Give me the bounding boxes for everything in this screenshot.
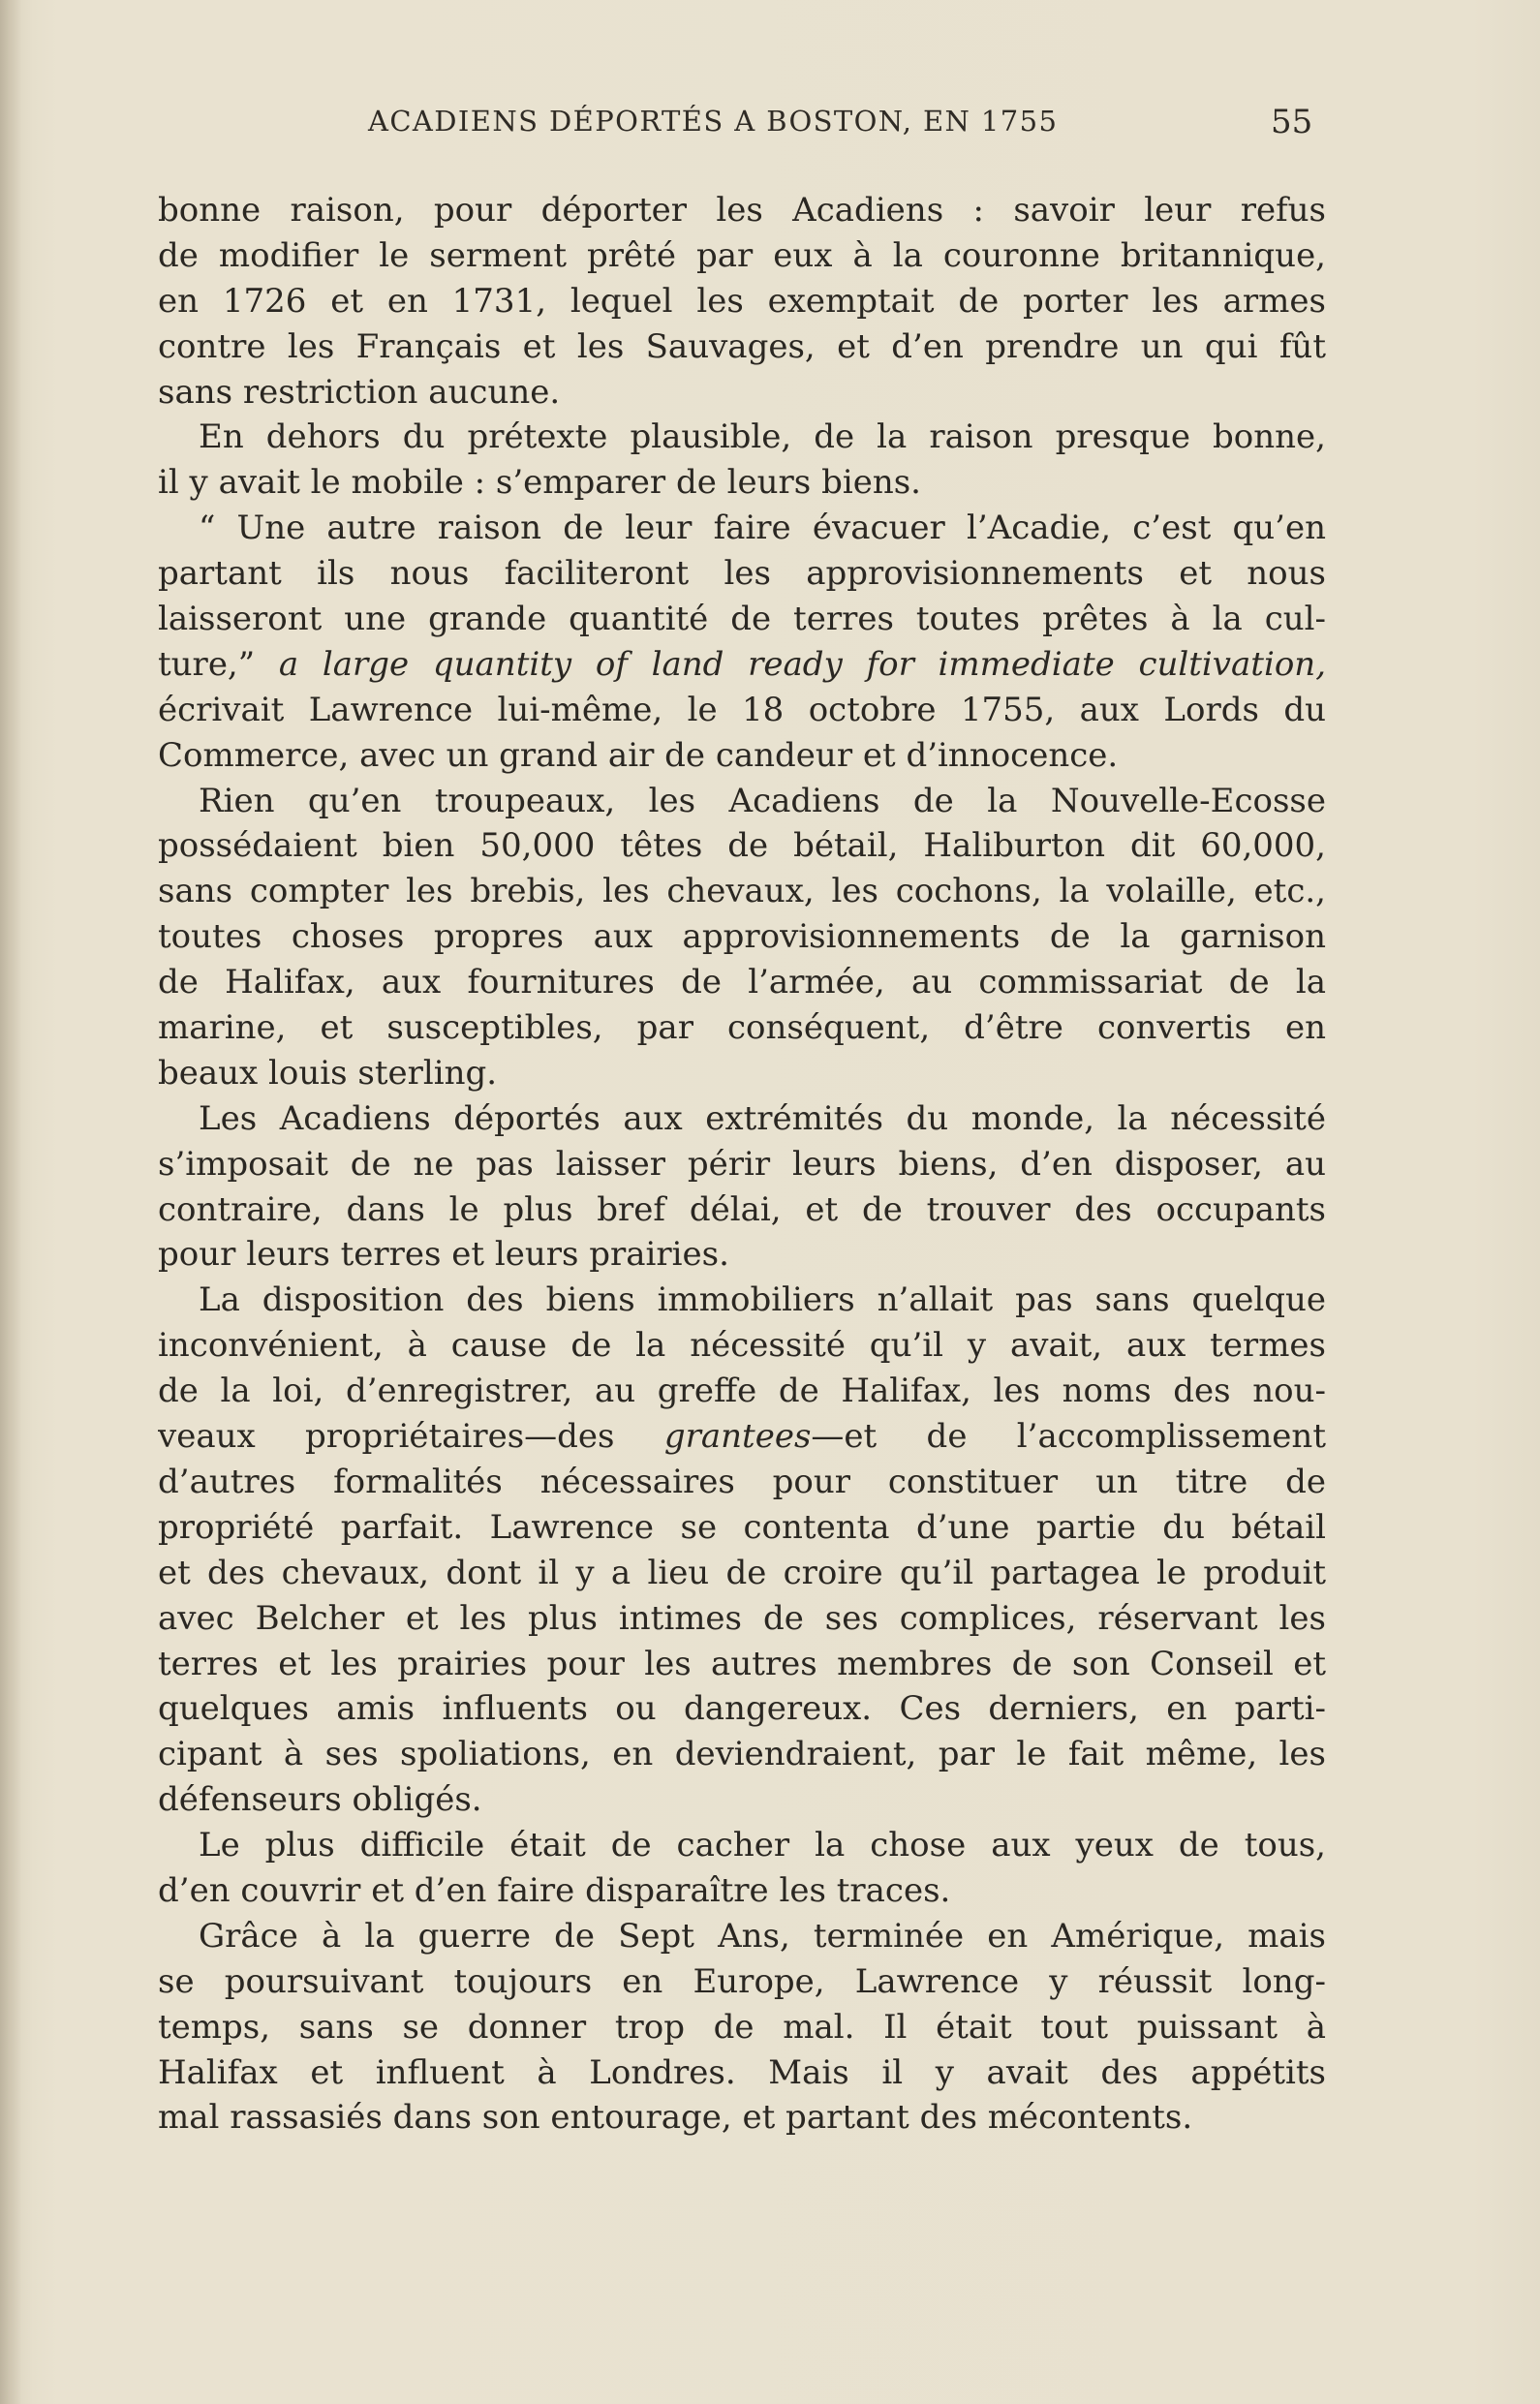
- text-line: Halifax et influent à Londres. Mais il y avait des appétits: [158, 2052, 1326, 2092]
- body-text: [158, 188, 1326, 2141]
- text-line: sans restriction aucune.: [158, 372, 561, 412]
- text-line: [158, 1414, 1326, 1460]
- text-line: et des chevaux, dont il y a lieu de croire qu’il partagea le produit: [158, 1553, 1326, 1592]
- italic-text: a large quantity of land ready for immediate cultivation,: [278, 644, 1326, 684]
- spine-shadow: [0, 0, 21, 2404]
- text-line: se poursuivant toujours en Europe, Lawrence y réussit long-: [158, 1961, 1326, 2001]
- text-line: En dehors du prétexte plausible, de la raison presque bonne,: [199, 417, 1326, 457]
- text-line: écrivait Lawrence lui-même, le 18 octobre 1755, aux Lords du: [158, 690, 1326, 729]
- text-line: toutes choses propres aux approvisionnements de la garnison: [158, 917, 1326, 957]
- text-line: Grâce à la guerre de Sept Ans, terminée en Amérique, mais: [199, 1916, 1326, 1956]
- text-line: Rien qu’en troupeaux, les Acadiens de la Nouvelle-Ecosse: [199, 781, 1326, 820]
- text-line: avec Belcher et les plus intimes de ses complices, réservant les: [158, 1598, 1326, 1638]
- text-line: bonne raison, pour déporter les Acadiens : savoir leur refus: [158, 191, 1326, 230]
- text-line: Commerce, avec un grand air de candeur et d’innocence.: [158, 735, 1119, 775]
- text-line: Les Acadiens déportés aux extrémités du monde, la nécessité: [199, 1098, 1326, 1138]
- text-line: [158, 642, 1326, 688]
- text-line: inconvénient, à cause de la nécessité qu’il y avait, aux termes: [158, 1326, 1326, 1366]
- text-line: contraire, dans le plus bref délai, et de trouver des occupants: [158, 1189, 1326, 1229]
- text-line: partant ils nous faciliteront les approvisionnements et nous: [158, 554, 1326, 594]
- text-line: sans compter les brebis, les chevaux, les cochons, la volaille, etc.,: [158, 872, 1326, 911]
- running-title: ACADIENS DÉPORTÉS A BOSTON, EN 1755: [368, 105, 1059, 138]
- text-line: laisseront une grande quantité de terres toutes prêtes à la cul-: [158, 600, 1326, 639]
- text-line: de la loi, d’enregistrer, au greffe de Halifax, les noms des nou-: [158, 1372, 1326, 1411]
- text-line: en 1726 et en 1731, lequel les exemptait de porter les armes: [158, 281, 1326, 321]
- text-line: il y avait le mobile : s’emparer de leurs biens.: [158, 463, 921, 503]
- text-segment: ture,”: [158, 644, 279, 684]
- text-line: s’imposait de ne pas laisser périr leurs biens, d’en disposer, au: [158, 1144, 1326, 1184]
- page-number: 55: [1271, 103, 1313, 141]
- text-line: d’en couvrir et d’en faire disparaître les traces.: [158, 1870, 951, 1910]
- text-line: terres et les prairies pour les autres membres de son Conseil et: [158, 1644, 1326, 1683]
- text-line: La disposition des biens immobiliers n’allait pas sans quelque: [199, 1280, 1326, 1320]
- text-line: Le plus difficile était de cacher la chose aux yeux de tous,: [199, 1826, 1326, 1865]
- text-line: temps, sans se donner trop de mal. Il était tout puissant à: [158, 2007, 1326, 2047]
- text-segment: —et de l’accomplissement: [811, 1417, 1326, 1457]
- text-line: beaux louis sterling.: [158, 1053, 498, 1093]
- text-line: possédaient bien 50,000 têtes de bétail, Haliburton dit 60,000,: [158, 826, 1326, 866]
- text-line: mal rassasiés dans son entourage, et partant des mécontents.: [158, 2098, 1193, 2138]
- text-line: quelques amis influents ou dangereux. Ces derniers, en parti-: [158, 1689, 1326, 1729]
- text-line: “ Une autre raison de leur faire évacuer l’Acadie, c’est qu’en: [199, 509, 1326, 548]
- text-line: d’autres formalités nécessaires pour constituer un titre de: [158, 1462, 1326, 1501]
- italic-text: grantees: [663, 1417, 812, 1457]
- text-line: pour leurs terres et leurs prairies.: [158, 1235, 729, 1275]
- text-line: propriété parfait. Lawrence se contenta d’une partie du bétail: [158, 1507, 1326, 1547]
- text-line: de Halifax, aux fournitures de l’armée, au commissariat de la: [158, 963, 1326, 1002]
- text-line: défenseurs obligés.: [158, 1780, 482, 1820]
- text-line: contre les Français et les Sauvages, et d’en prendre un qui fût: [158, 326, 1326, 366]
- text-line: de modifier le serment prêté par eux à la couronne britannique,: [158, 235, 1326, 275]
- text-line: marine, et susceptibles, par conséquent, d’être convertis en: [158, 1008, 1326, 1048]
- text-segment: veaux propriétaires—des: [158, 1417, 664, 1457]
- text-line: cipant à ses spoliations, en deviendraient, par le fait même, les: [158, 1735, 1326, 1774]
